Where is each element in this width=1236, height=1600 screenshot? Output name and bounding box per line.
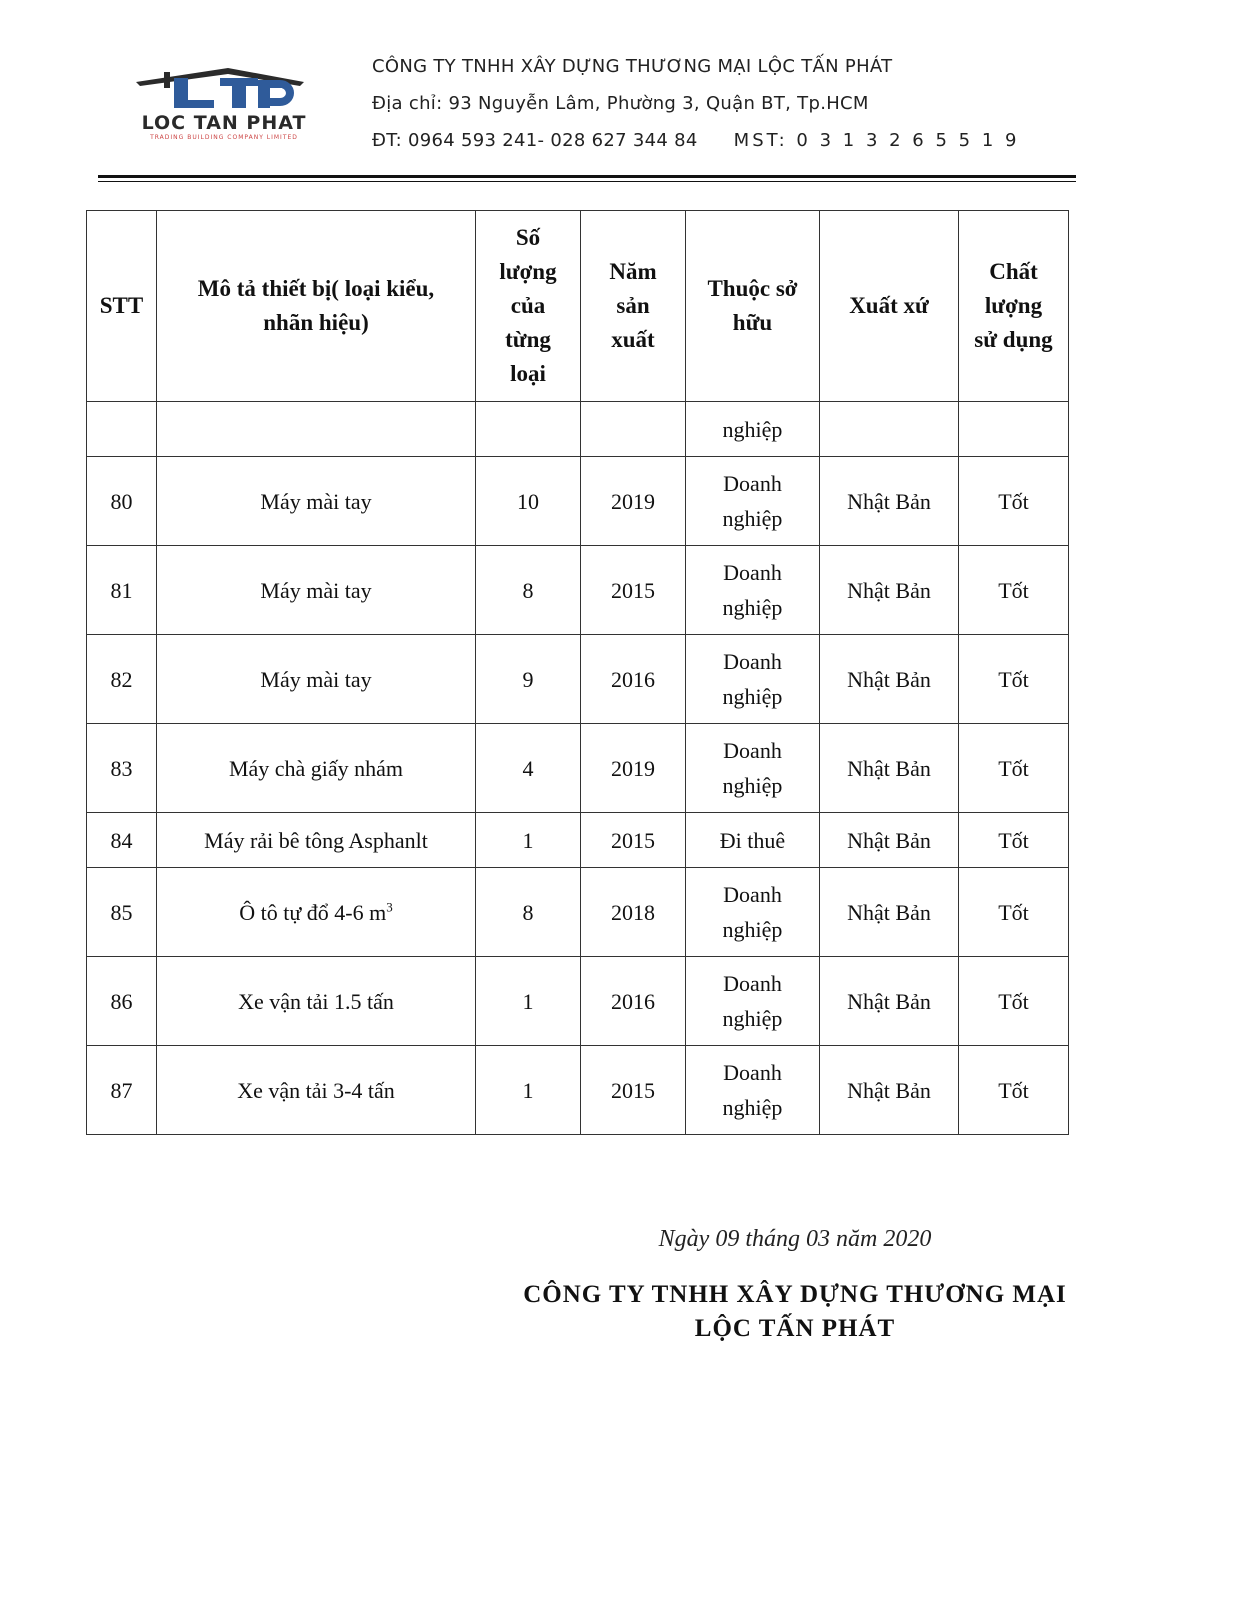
col-header-stt: STT [87,211,157,402]
header-contact [372,122,1019,159]
col-header-ownership: Thuộc sở hữu [686,211,820,402]
cell-stt: 85 [87,868,157,957]
cell-quantity: 8 [476,546,581,635]
cell-description: Máy mài tay [157,546,476,635]
cell-stt: 87 [87,1046,157,1135]
cell-quality: Tốt [959,724,1069,813]
cell-description: Máy mài tay [157,457,476,546]
table-row [87,457,1069,546]
cell-origin: Nhật Bản [820,457,959,546]
cell-quality: Tốt [959,1046,1069,1135]
cell-year: 2016 [581,957,686,1046]
cell-stt: 81 [87,546,157,635]
cell-quality: Tốt [959,868,1069,957]
cell-quantity: 8 [476,868,581,957]
house-logo-icon [108,66,340,116]
cell-description: Ô tô tự đổ 4-6 $m^3$ [157,868,476,957]
signature-company [500,1278,1090,1346]
col-header-quality: Chất lượng sử dụng [959,211,1069,402]
cell-owner: nghiệp [686,402,820,457]
cell-description: Máy rải bê tông Asphanlt [157,813,476,868]
header-tax-code: MST: 0 3 1 3 2 6 5 5 1 9 [733,130,1020,151]
logo-tagline: TRADING BUILDING COMPANY LIMITED [150,134,298,141]
cell-stt: 84 [87,813,157,868]
cell-year: 2019 [581,457,686,546]
cell-origin: Nhật Bản [820,724,959,813]
cell-stt: 82 [87,635,157,724]
document-date: Ngày 09 tháng 03 năm 2020 [658,1226,932,1252]
cell-year: 2015 [581,1046,686,1135]
cell-stt: 83 [87,724,157,813]
cell-origin: Nhật Bản [820,868,959,957]
cell-quality: Tốt [959,546,1069,635]
col-header-quantity: Số lượng của từng loại [476,211,581,402]
table-row [87,1046,1069,1135]
cell-quality: Tốt [959,457,1069,546]
table-row [87,813,1069,868]
company-logo [108,66,340,146]
cell-owner: Doanh nghiệp [686,957,820,1046]
col-header-origin: Xuất xứ [820,211,959,402]
header-divider-thick [98,175,1076,178]
cell-stt: 80 [87,457,157,546]
cell-year: 2018 [581,868,686,957]
header-phone: ĐT: 0964 593 241- 028 627 344 84 [372,130,698,151]
cell-owner: Doanh nghiệp [686,724,820,813]
cell-owner: Doanh nghiệp [686,457,820,546]
cell-origin: Nhật Bản [820,635,959,724]
cell-quantity: 4 [476,724,581,813]
cell-quality: Tốt [959,957,1069,1046]
cell-stt: 86 [87,957,157,1046]
cell-quality: Tốt [959,635,1069,724]
cell-owner: Doanh nghiệp [686,1046,820,1135]
table-row [87,546,1069,635]
table-row [87,724,1069,813]
signature-company-line-2: LỘC TẤN PHÁT [694,1315,896,1342]
cell-origin: Nhật Bản [820,1046,959,1135]
cell-year: 2016 [581,635,686,724]
cell-quantity: 10 [476,457,581,546]
cell-description: Xe vận tải 3-4 tấn [157,1046,476,1135]
cell-origin: Nhật Bản [820,546,959,635]
cell-description: Máy mài tay [157,635,476,724]
cell-owner: Doanh nghiệp [686,868,820,957]
cell-owner: Doanh nghiệp [686,635,820,724]
cell-quantity: 9 [476,635,581,724]
cell-year: 2015 [581,546,686,635]
col-header-description: Mô tả thiết bị( loại kiểu, nhãn hiệu) [157,211,476,402]
col-header-year: Năm sản xuất [581,211,686,402]
cell-owner: Doanh nghiệp [686,546,820,635]
table-row [87,957,1069,1046]
signature-company-line-1: CÔNG TY TNHH XÂY DỰNG THƯƠNG MẠI [523,1281,1067,1308]
letterhead [372,48,1019,159]
equipment-table [86,210,1069,1135]
cell-quantity: 1 [476,1046,581,1135]
cell-description: Máy chà giấy nhám [157,724,476,813]
cell-origin: Nhật Bản [820,813,959,868]
table-row [87,635,1069,724]
cell-origin: Nhật Bản [820,957,959,1046]
cell-quantity: 1 [476,813,581,868]
cell-owner: Đi thuê [686,813,820,868]
table-row-continued [87,402,1069,457]
logo-wordmark: LOC TAN PHAT [141,112,307,134]
cell-year: 2015 [581,813,686,868]
cell-year: 2019 [581,724,686,813]
table-row [87,868,1069,957]
header-address: Địa chỉ: 93 Nguyễn Lâm, Phường 3, Quận BT, Tp.HCM [372,93,869,114]
cell-description: Xe vận tải 1.5 tấn [157,957,476,1046]
cell-quality: Tốt [959,813,1069,868]
cell-quantity: 1 [476,957,581,1046]
superscript: 3 [386,899,393,915]
table-header-row [87,211,1069,402]
header-divider-thin [98,181,1076,182]
header-company: CÔNG TY TNHH XÂY DỰNG THƯƠNG MẠI LỘC TẤN PHÁT [372,56,893,77]
